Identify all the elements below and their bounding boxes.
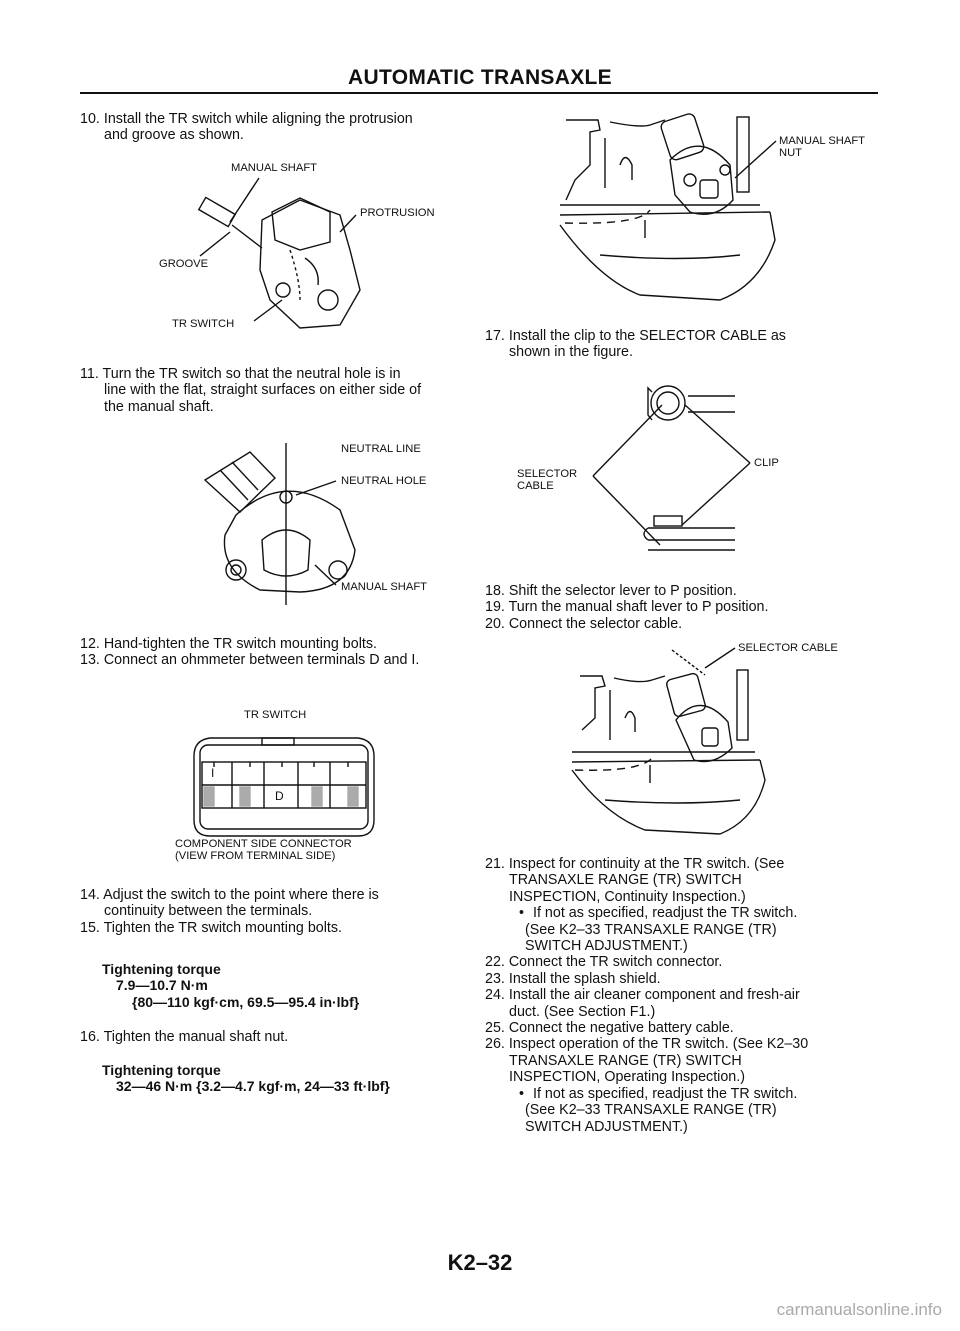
step-text: SWITCH ADJUSTMENT.) <box>525 1118 688 1135</box>
step-number: 14. <box>80 887 100 903</box>
step-text: shown in the figure. <box>509 344 633 361</box>
torque-value: 32—46 N·m {3.2—4.7 kgf·m, 24—33 ft·lbf} <box>116 1078 390 1095</box>
step-number: 22. <box>485 954 505 971</box>
connector-caption: (VIEW FROM TERMINAL SIDE) <box>175 850 336 862</box>
step-text: INSPECTION, Operating Inspection.) <box>509 1069 745 1086</box>
step-text: Turn the manual shaft lever to P position. <box>508 599 769 616</box>
bullet-icon: • <box>519 1085 525 1102</box>
step-text: INSPECTION, Continuity Inspection.) <box>509 888 746 905</box>
step-text: Install the air cleaner component and fresh-air <box>508 987 800 1004</box>
connector-caption: COMPONENT SIDE CONNECTOR <box>175 838 352 850</box>
step-text: the manual shaft. <box>104 398 214 415</box>
step-text: TRANSAXLE RANGE (TR) SWITCH <box>509 1052 742 1069</box>
step-number: 11. <box>80 366 99 382</box>
step-text: Install the clip to the SELECTOR CABLE as <box>508 328 786 344</box>
step-text: Inspect operation of the TR switch. (See K2–30 <box>508 1036 809 1053</box>
step-text: Adjust the switch to the point where there is <box>103 887 379 903</box>
step-number: 16. <box>80 1029 100 1045</box>
torque-label: Tightening torque <box>102 1062 221 1078</box>
label-tr-switch: TR SWITCH <box>172 318 235 330</box>
step-text: TRANSAXLE RANGE (TR) SWITCH <box>509 872 742 889</box>
torque-value: {80—110 kgf·cm, 69.5—95.4 in·lbf} <box>132 993 360 1010</box>
bullet-icon: • <box>519 905 525 922</box>
step-text: Connect the selector cable. <box>508 615 683 632</box>
step-text: (See K2–33 TRANSAXLE RANGE (TR) <box>525 1102 777 1119</box>
step-number: 18. <box>485 583 505 599</box>
step-text: Inspect for continuity at the TR switch. (See <box>508 856 785 872</box>
step-number: 24. <box>485 987 505 1004</box>
step-number: 10. <box>80 111 100 127</box>
label-manual-shaft: MANUAL SHAFT <box>231 162 317 174</box>
step-text: Connect an ohmmeter between terminals D and I. <box>103 652 420 669</box>
step-text: line with the flat, straight surfaces on either side of <box>104 382 422 399</box>
step-text: Connect the negative battery cable. <box>508 1020 734 1037</box>
label-manual-shaft: MANUAL SHAFT <box>341 581 427 593</box>
step-text: Turn the TR switch so that the neutral hole is in <box>102 366 401 382</box>
terminal-d: D <box>275 789 284 803</box>
label-neutral-hole: NEUTRAL HOLE <box>341 475 427 487</box>
label-groove: GROOVE <box>159 258 209 270</box>
label-selector-cable: CABLE <box>517 480 554 492</box>
step-text: and groove as shown. <box>104 127 244 144</box>
step-number: 17. <box>485 328 505 344</box>
page-title: AUTOMATIC TRANSAXLE <box>348 66 612 89</box>
step-number: 12. <box>80 636 100 652</box>
step-number: 13. <box>80 652 100 669</box>
step-text: continuity between the terminals. <box>104 903 313 920</box>
label-clip: CLIP <box>754 457 779 469</box>
step-number: 20. <box>485 615 505 632</box>
step-text: Shift the selector lever to P position. <box>508 583 737 599</box>
step-text: duct. (See Section F1.) <box>509 1003 656 1020</box>
step-text: Install the splash shield. <box>508 970 661 987</box>
step-text: SWITCH ADJUSTMENT.) <box>525 938 688 955</box>
label-manual-shaft: MANUAL SHAFT <box>779 135 865 147</box>
step-text: Hand-tighten the TR switch mounting bolts. <box>103 636 377 652</box>
step-text: Tighten the TR switch mounting bolts. <box>103 919 342 936</box>
step-text: Install the TR switch while aligning the protrusion <box>103 111 413 127</box>
label-neutral-line: NEUTRAL LINE <box>341 443 421 455</box>
page-number: K2–32 <box>447 1250 513 1275</box>
label-nut: NUT <box>779 147 802 159</box>
step-number: 21. <box>485 856 505 872</box>
bullet-item: • If not as specified, readjust the TR switch. <box>519 1085 798 1102</box>
terminal-i: I <box>211 766 215 780</box>
label-selector-cable: SELECTOR <box>517 468 578 480</box>
bullet-item: • If not as specified, readjust the TR switch. <box>519 905 798 922</box>
label-tr-switch: TR SWITCH <box>244 709 307 721</box>
step-text: Tighten the manual shaft nut. <box>103 1029 289 1045</box>
step-text: (See K2–33 TRANSAXLE RANGE (TR) <box>525 921 777 938</box>
step-number: 23. <box>485 970 505 987</box>
step-number: 25. <box>485 1020 505 1037</box>
step-text: Connect the TR switch connector. <box>508 954 723 971</box>
step-number: 26. <box>485 1036 505 1053</box>
label-protrusion: PROTRUSION <box>360 207 435 219</box>
label-selector-cable: SELECTOR CABLE <box>738 642 838 654</box>
step-number: 19. <box>485 599 505 616</box>
step-number: 15. <box>80 919 100 936</box>
steps-21-26 <box>485 856 895 1135</box>
torque-label: Tightening torque <box>102 961 221 977</box>
watermark: carmanualsonline.info <box>776 1300 942 1319</box>
torque-value: 7.9—10.7 N·m <box>116 977 208 994</box>
